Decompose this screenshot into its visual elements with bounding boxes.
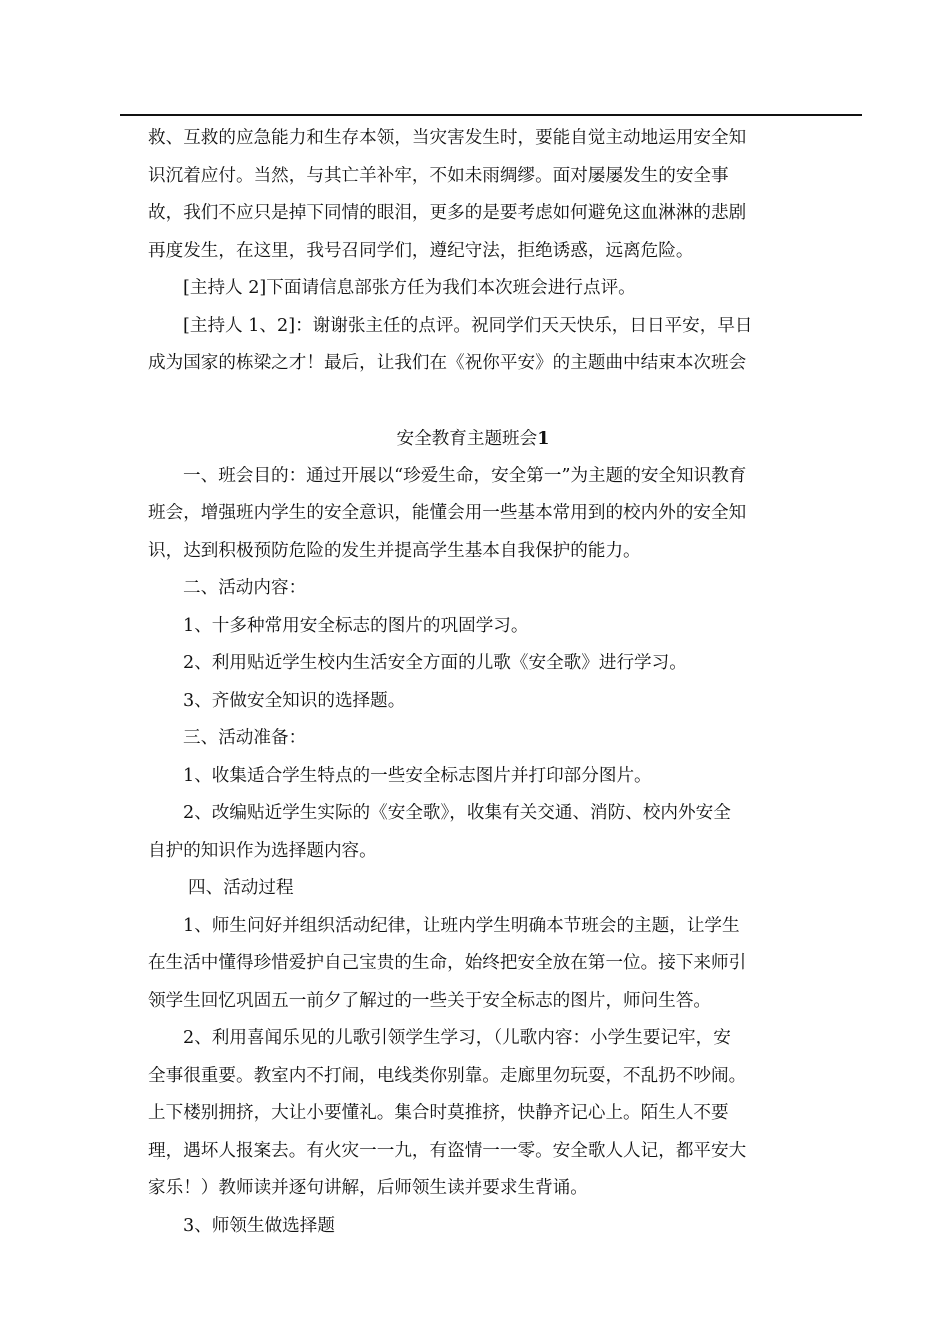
preparation-item [148,795,798,870]
header-rule [120,114,862,116]
preparation-heading: 三、活动准备： [183,728,307,748]
process-heading: 四、活动过程 [188,878,294,898]
text-line: 家乐！）教师读并逐句讲解，后师领生读并要求生背诵。 [148,1178,588,1198]
meeting-goal [148,458,798,571]
text-line: 1、师生问好并组织活动纪律，让班内学生明确本节班会的主题，让学生 [183,915,740,936]
content-item: 3、齐做安全知识的选择题。 [183,690,406,711]
closing-paragraph [148,120,798,270]
text-line: 一、班会目的：通过开展以“珍爱生命，安全第一”为主题的安全知识教育 [183,465,747,486]
text-line: 上下楼别拥挤，大让小要懂礼。集合时莫推挤，快静齐记心上。陌生人不要 [148,1103,729,1123]
section-title [148,420,798,458]
text-line: 班会，增强班内学生的安全意识，能懂会用一些基本常用到的校内外的安全知 [148,503,747,523]
text-line: 在生活中懂得珍惜爱护自己宝贵的生命，始终把安全放在第一位。接下来师引 [148,953,747,973]
text-line: [主持人 1、2]：谢谢张主任的点评。祝同学们天天快乐，日日平安，早日 [183,315,753,336]
text-line: 救、互救的应急能力和生存本领，当灾害发生时，要能自觉主动地运用安全知 [148,128,747,148]
document-body [148,120,798,1245]
host-2-remark: [主持人 2]下面请信息部张方任为我们本次班会进行点评。 [183,278,636,298]
text-line: 全事很重要。教室内不打闹，电线类你别靠。走廊里勿玩耍，不乱扔不吵闹。 [148,1065,747,1086]
text-line: 识沉着应付。当然，与其亡羊补牢，不如未雨绸缪。面对屡屡发生的安全事 [148,165,729,186]
host-1-2-remark [148,308,798,383]
text-line: 故，我们不应只是掉下同情的眼泪，更多的是要考虑如何避免这血淋淋的悲剧 [148,203,747,223]
text-line: 理，遇坏人报案去。有火灾一一九，有盗情一一零。安全歌人人记，都平安大 [148,1140,747,1161]
process-item [148,908,798,1021]
section-title-text: 安全教育主题班会 [396,429,538,449]
text-line: 识，达到积极预防危险的发生并提高学生基本自我保护的能力。 [148,540,641,561]
text-line: 2、改编贴近学生实际的《安全歌》，收集有关交通、消防、校内外安全 [183,803,731,823]
section-title-number: 1 [537,428,550,449]
text-line: 再度发生，在这里，我号召同学们，遵纪守法，拒绝诱惑，远离危险。 [148,240,694,261]
text-line: 自护的知识作为选择题内容。 [148,840,377,861]
content-item: 1、十多种常用安全标志的图片的巩固学习。 [183,615,529,636]
text-line: 领学生回忆巩固五一前夕了解过的一些关于安全标志的图片，师问生答。 [148,990,712,1011]
text-line: 2、利用喜闻乐见的儿歌引领学生学习，（儿歌内容：小学生要记牢，安 [183,1028,731,1048]
content-heading: 二、活动内容： [183,578,307,598]
process-item [148,1020,798,1208]
process-item: 3、师领生做选择题 [183,1215,335,1236]
preparation-item: 1、收集适合学生特点的一些安全标志图片并打印部分图片。 [183,765,652,786]
content-item: 2、利用贴近学生校内生活安全方面的儿歌《安全歌》进行学习。 [183,653,687,673]
text-line: 成为国家的栋梁之才！最后，让我们在《祝你平安》的主题曲中结束本次班会 [148,353,747,373]
